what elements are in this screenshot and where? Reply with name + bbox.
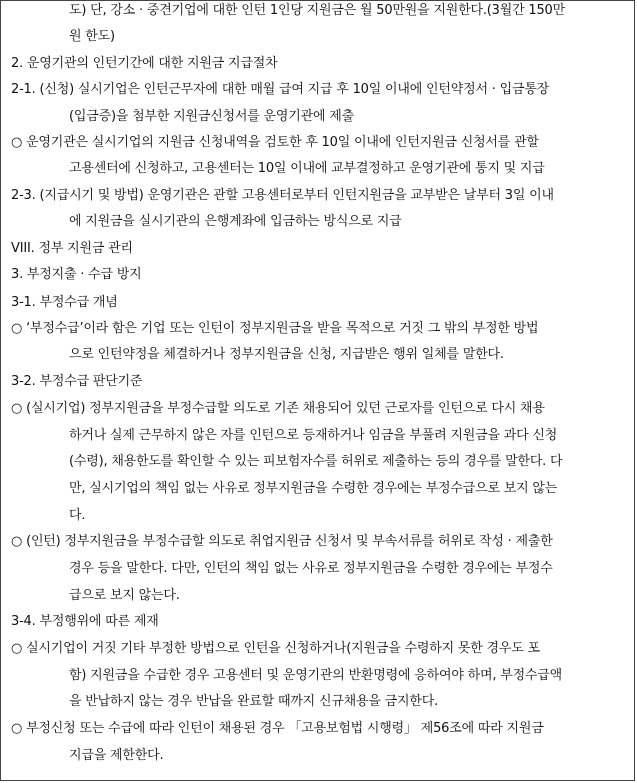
body-text: 에 지원금을 실시기관의 은행계좌에 입금하는 방식으로 지급: [69, 214, 402, 229]
subsection-heading: 3-4. 부정행위에 따른 제재: [11, 614, 159, 629]
body-text: 급으로 보지 않는다.: [69, 588, 180, 603]
section-heading: 2. 운영기관의 인턴기간에 대한 지원금 지급절차: [11, 56, 278, 71]
subsection-heading: 2-1. (신청) 실시기업은 인턴근무자에 대한 매월 급여 지급 후 10일 이내에 인턴약정서 · 입금통장: [11, 82, 550, 97]
subsection-heading: 3-1. 부정수급 개념: [11, 295, 118, 310]
bullet-item: ○ 실시기업이 거짓 기타 부정한 방법으로 인턴을 신청하거나(지원금을 수령하지 못한 경우도 포: [11, 641, 540, 656]
subsection-heading: 2-3. (지급시기 및 방법) 운영기관은 관할 고용센터로부터 인턴지원금을 교부받은 날부터 3일 이내: [11, 188, 554, 203]
body-text: 함) 지원금을 수급한 경우 고용센터 및 운영기관의 반환명령에 응하여야 하며, 부정수급액: [69, 668, 563, 683]
body-text: 을 반납하지 않는 경우 반납을 완료할 때까지 신규채용을 금지한다.: [69, 694, 439, 709]
body-text: 고용센터에 신청하고, 고용센터는 10일 이내에 교부결정하고 운영기관에 통지 및 지급: [69, 161, 545, 176]
section-heading: 3. 부정지출 · 수급 방지: [11, 267, 142, 282]
bullet-item: ○ 부정신청 또는 수급에 따라 인턴이 채용된 경우 「고용보험법 시행령」 제56조에 따라 지원금: [11, 721, 544, 736]
bullet-item: ○ 운영기관은 실시기업의 지원금 신청내역을 검토한 후 10일 이내에 인턴지원금 신청서를 관할: [11, 135, 539, 150]
body-text: 으로 인턴약정을 체결하거나 정부지원금을 신청, 지급받은 행위 일체를 말한다.: [69, 347, 504, 362]
body-text: 다.: [69, 508, 86, 523]
subsidy-amount-text: 도) 단, 강소 · 중견기업에 대한 인턴 1인당 지원금은 월 50만원을 지원한다.(3월간 150만: [69, 3, 565, 18]
body-text: 경우 등을 말한다. 다만, 인턴의 책임 없는 사유로 정부지원금을 수령한 경우에는 부정수: [69, 561, 553, 576]
bullet-item: ○ (실시기업) 정부지원금을 부정수급할 의도로 기존 채용되어 있던 근로자를 인턴으로 다시 채용: [11, 401, 545, 416]
body-text: (입금증)을 첨부한 지원금신청서를 운영기관에 제출: [69, 109, 354, 124]
body-text: (수령), 채용한도를 확인할 수 있는 피보험자수를 허위로 제출하는 등의 경우를 말한다. 다: [69, 454, 563, 469]
body-text: 하거나 실제 근무하지 않은 자를 인턴으로 등재하거나 임금을 부풀려 지원금을 과다 신청: [69, 428, 558, 443]
chapter-heading: VIII. 정부 지원금 관리: [11, 241, 133, 256]
body-text: 지급을 제한한다.: [69, 748, 164, 763]
subsidy-amount-text: 원 한도): [69, 29, 115, 44]
bullet-item: ○ (인턴) 정부지원금을 부정수급할 의도로 취업지원금 신청서 및 부속서류를 허위로 작성 · 제출한: [11, 534, 553, 549]
bullet-item: ○ ‘부정수급’이라 함은 기업 또는 인턴이 정부지원금을 받을 목적으로 거짓 그 밖의 부정한 방법: [11, 321, 539, 336]
subsection-heading: 3-2. 부정수급 판단기준: [11, 374, 143, 389]
body-text: 만, 실시기업의 책임 없는 사유로 정부지원금을 수령한 경우에는 부정수급으로 보지 않는: [69, 481, 558, 496]
